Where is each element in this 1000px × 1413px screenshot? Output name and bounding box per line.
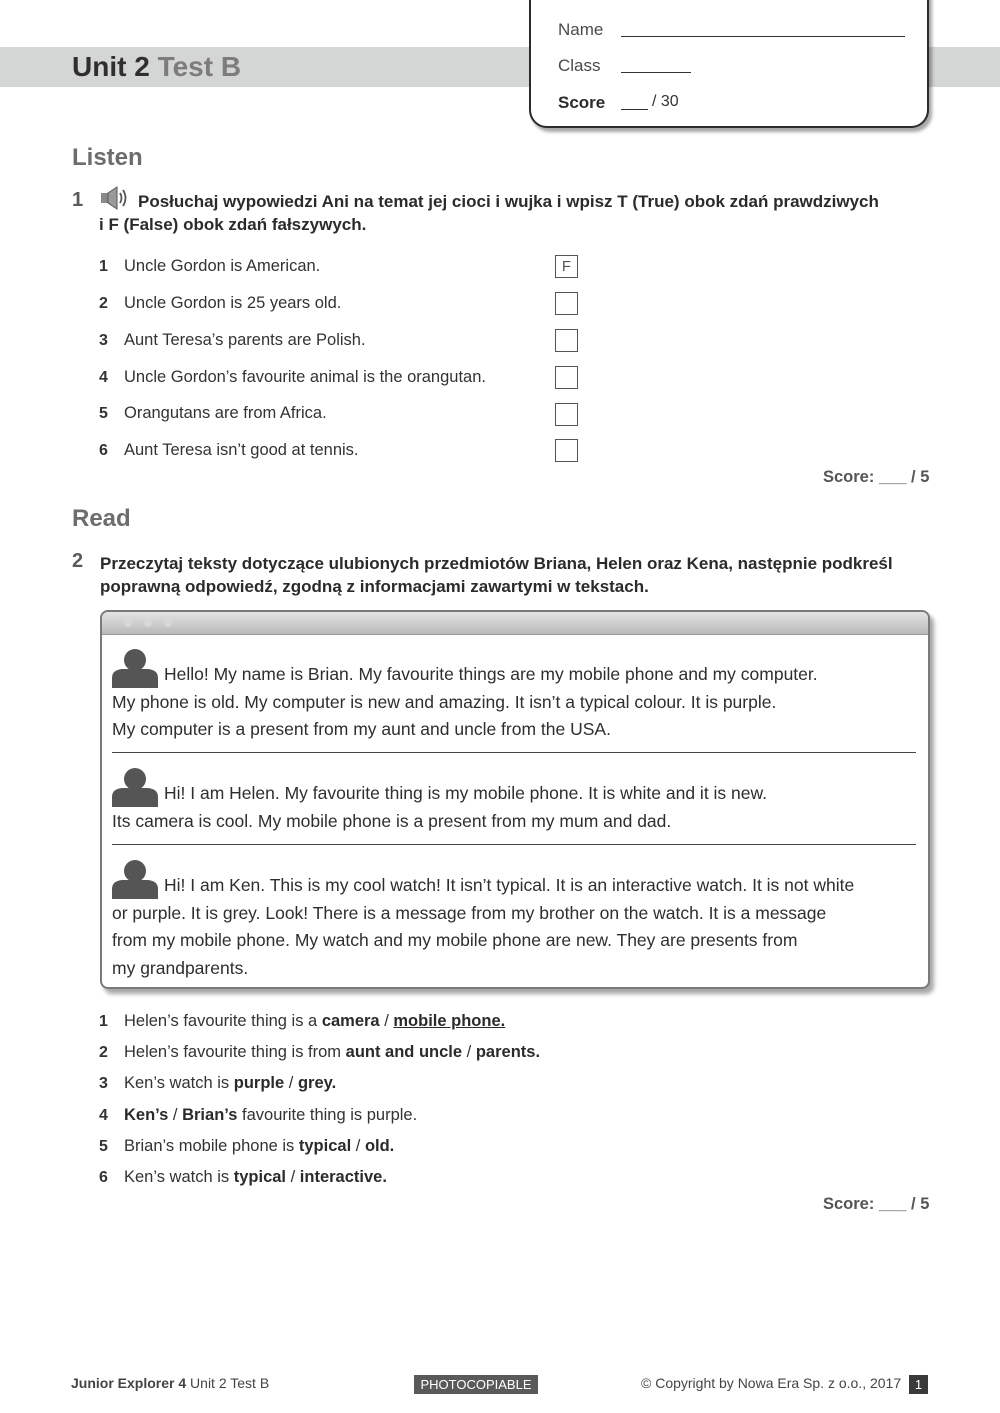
listen-item-number: 2 <box>99 295 108 312</box>
option-b[interactable]: interactive. <box>299 1168 387 1186</box>
page-title <box>72 49 241 85</box>
window-dot-icon <box>144 619 152 627</box>
task-2-instruction-line1: Przeczytaj teksty dotyczące ulubionych przedmiotów Briana, Helen oraz Kena, następnie podkreśl <box>100 554 893 573</box>
post-divider <box>112 844 916 845</box>
task-1-instruction-line2: i F (False) obok zdań fałszywych. <box>99 215 367 234</box>
read-item-number: 5 <box>99 1138 108 1155</box>
read-score: Score: ___ / 5 <box>823 1195 930 1213</box>
read-item-stem: Helen’s favourite thing is a <box>124 1012 322 1030</box>
listen-item-text: Uncle Gordon is 25 years old. <box>124 294 342 312</box>
read-item <box>124 1106 417 1125</box>
option-separator: / <box>379 1012 394 1030</box>
post-line: my grandparents. <box>112 957 249 978</box>
answer-box[interactable] <box>555 403 578 426</box>
option-separator: / <box>284 1074 298 1092</box>
post-ken <box>112 872 918 982</box>
option-a[interactable]: aunt and uncle <box>345 1043 463 1061</box>
read-item-tail: favourite thing is purple. <box>237 1106 418 1124</box>
option-b[interactable]: old. <box>364 1137 395 1155</box>
option-b[interactable]: parents. <box>475 1043 541 1061</box>
option-a[interactable]: typical <box>298 1137 352 1155</box>
read-item-stem: Brian’s mobile phone is <box>124 1137 299 1155</box>
task-1-instruction-line1: Posłuchaj wypowiedzi Ani na temat jej cioci i wujka i wpisz T (True) obok zdań prawdziwych <box>138 192 879 211</box>
listen-item-text: Uncle Gordon is American. <box>124 257 321 275</box>
test-label: Test B <box>157 51 242 82</box>
footer-unit-test: Unit 2 Test B <box>190 1375 270 1391</box>
unit-label: Unit 2 <box>72 51 150 82</box>
student-info-box <box>529 0 929 128</box>
name-label: Name <box>558 20 604 39</box>
page-number: 1 <box>909 1375 928 1394</box>
listen-item-text: Aunt Teresa isn’t good at tennis. <box>124 441 359 459</box>
read-item-stem: Ken’s watch is <box>124 1168 234 1186</box>
window-dot-icon <box>124 619 132 627</box>
score-total: / 30 <box>652 93 679 110</box>
listen-item-number: 1 <box>99 258 108 275</box>
listen-item-number: 6 <box>99 442 108 459</box>
post-line: Hi! I am Helen. My favourite thing is my mobile phone. It is white and it is new. <box>164 783 768 803</box>
listen-item-number: 5 <box>99 405 108 422</box>
read-item-number: 3 <box>99 1075 108 1092</box>
option-separator: / <box>286 1168 300 1186</box>
post-line: My computer is a present from my aunt and uncle from the USA. <box>112 719 611 739</box>
post-line: Hi! I am Ken. This is my cool watch! It isn’t typical. It is an interactive watch. It is not white <box>164 875 855 895</box>
answer-box[interactable] <box>555 292 578 315</box>
read-item-number: 6 <box>99 1169 108 1186</box>
read-item-number: 4 <box>99 1107 108 1124</box>
task-1-number: 1 <box>72 189 84 211</box>
listen-heading: Listen <box>72 144 143 171</box>
answer-box[interactable]: F <box>555 255 578 278</box>
read-item-stem: Ken’s watch is <box>124 1074 234 1092</box>
option-separator: / <box>462 1043 476 1061</box>
score-label: Score <box>558 93 606 112</box>
task-2-instruction-line2: poprawną odpowiedź, zgodną z informacjami zawartymi w tekstach. <box>100 577 649 596</box>
photocopiable-badge: PHOTOCOPIABLE <box>414 1375 538 1394</box>
class-field[interactable] <box>621 72 691 73</box>
class-label: Class <box>558 56 601 75</box>
answer-box[interactable] <box>555 366 578 389</box>
post-line: Hello! My name is Brian. My favourite things are my mobile phone and my computer. <box>164 664 818 684</box>
option-a[interactable]: typical <box>233 1168 287 1186</box>
read-item-stem: Helen’s favourite thing is from <box>124 1043 346 1061</box>
post-line: from my mobile phone. My watch and my mobile phone are new. They are presents from <box>112 930 798 950</box>
post-line: Its camera is cool. My mobile phone is a present from my mum and dad. <box>112 810 672 831</box>
post-line: My phone is old. My computer is new and amazing. It isn’t a typical colour. It is purple. <box>112 691 777 712</box>
option-a[interactable]: camera <box>321 1012 380 1030</box>
read-item <box>124 1043 540 1062</box>
score-field[interactable] <box>621 109 648 110</box>
read-item <box>124 1137 394 1156</box>
read-item <box>124 1074 336 1093</box>
panel-title-bar <box>102 612 928 635</box>
answer-box[interactable] <box>555 439 578 462</box>
read-heading: Read <box>72 505 131 532</box>
option-b[interactable]: grey. <box>297 1074 337 1092</box>
read-item-number: 1 <box>99 1013 108 1030</box>
read-item <box>124 1168 387 1187</box>
window-dot-icon <box>164 619 172 627</box>
listen-item-text: Uncle Gordon’s favourite animal is the orangutan. <box>124 368 486 386</box>
speaker-icon[interactable] <box>99 185 131 211</box>
listen-score: Score: ___ / 5 <box>823 468 930 486</box>
footer-book-title: Junior Explorer 4 <box>71 1375 187 1391</box>
answer-box[interactable] <box>555 329 578 352</box>
footer-copyright: © Copyright by Nowa Era Sp. z o.o., 2017 <box>641 1375 902 1391</box>
name-field[interactable] <box>621 36 905 37</box>
option-separator: / <box>351 1137 365 1155</box>
post-helen <box>112 780 918 835</box>
reading-panel <box>100 610 930 989</box>
listen-item-text: Orangutans are from Africa. <box>124 404 327 422</box>
post-divider <box>112 752 916 753</box>
post-brian <box>112 661 918 744</box>
read-item-number: 2 <box>99 1044 108 1061</box>
option-b[interactable]: Brian’s <box>182 1106 238 1124</box>
post-line: or purple. It is grey. Look! There is a message from my brother on the watch. It is a message <box>112 902 827 923</box>
option-a[interactable]: purple <box>233 1074 285 1092</box>
option-separator: / <box>168 1106 183 1124</box>
listen-item-number: 4 <box>99 369 108 386</box>
read-item <box>124 1012 505 1031</box>
listen-item-text: Aunt Teresa’s parents are Polish. <box>124 331 366 349</box>
footer-book <box>71 1375 269 1391</box>
option-b[interactable]: mobile phone. <box>393 1012 506 1030</box>
listen-item-number: 3 <box>99 332 108 349</box>
option-a[interactable]: Ken’s <box>124 1106 169 1124</box>
task-2-number: 2 <box>72 550 84 572</box>
